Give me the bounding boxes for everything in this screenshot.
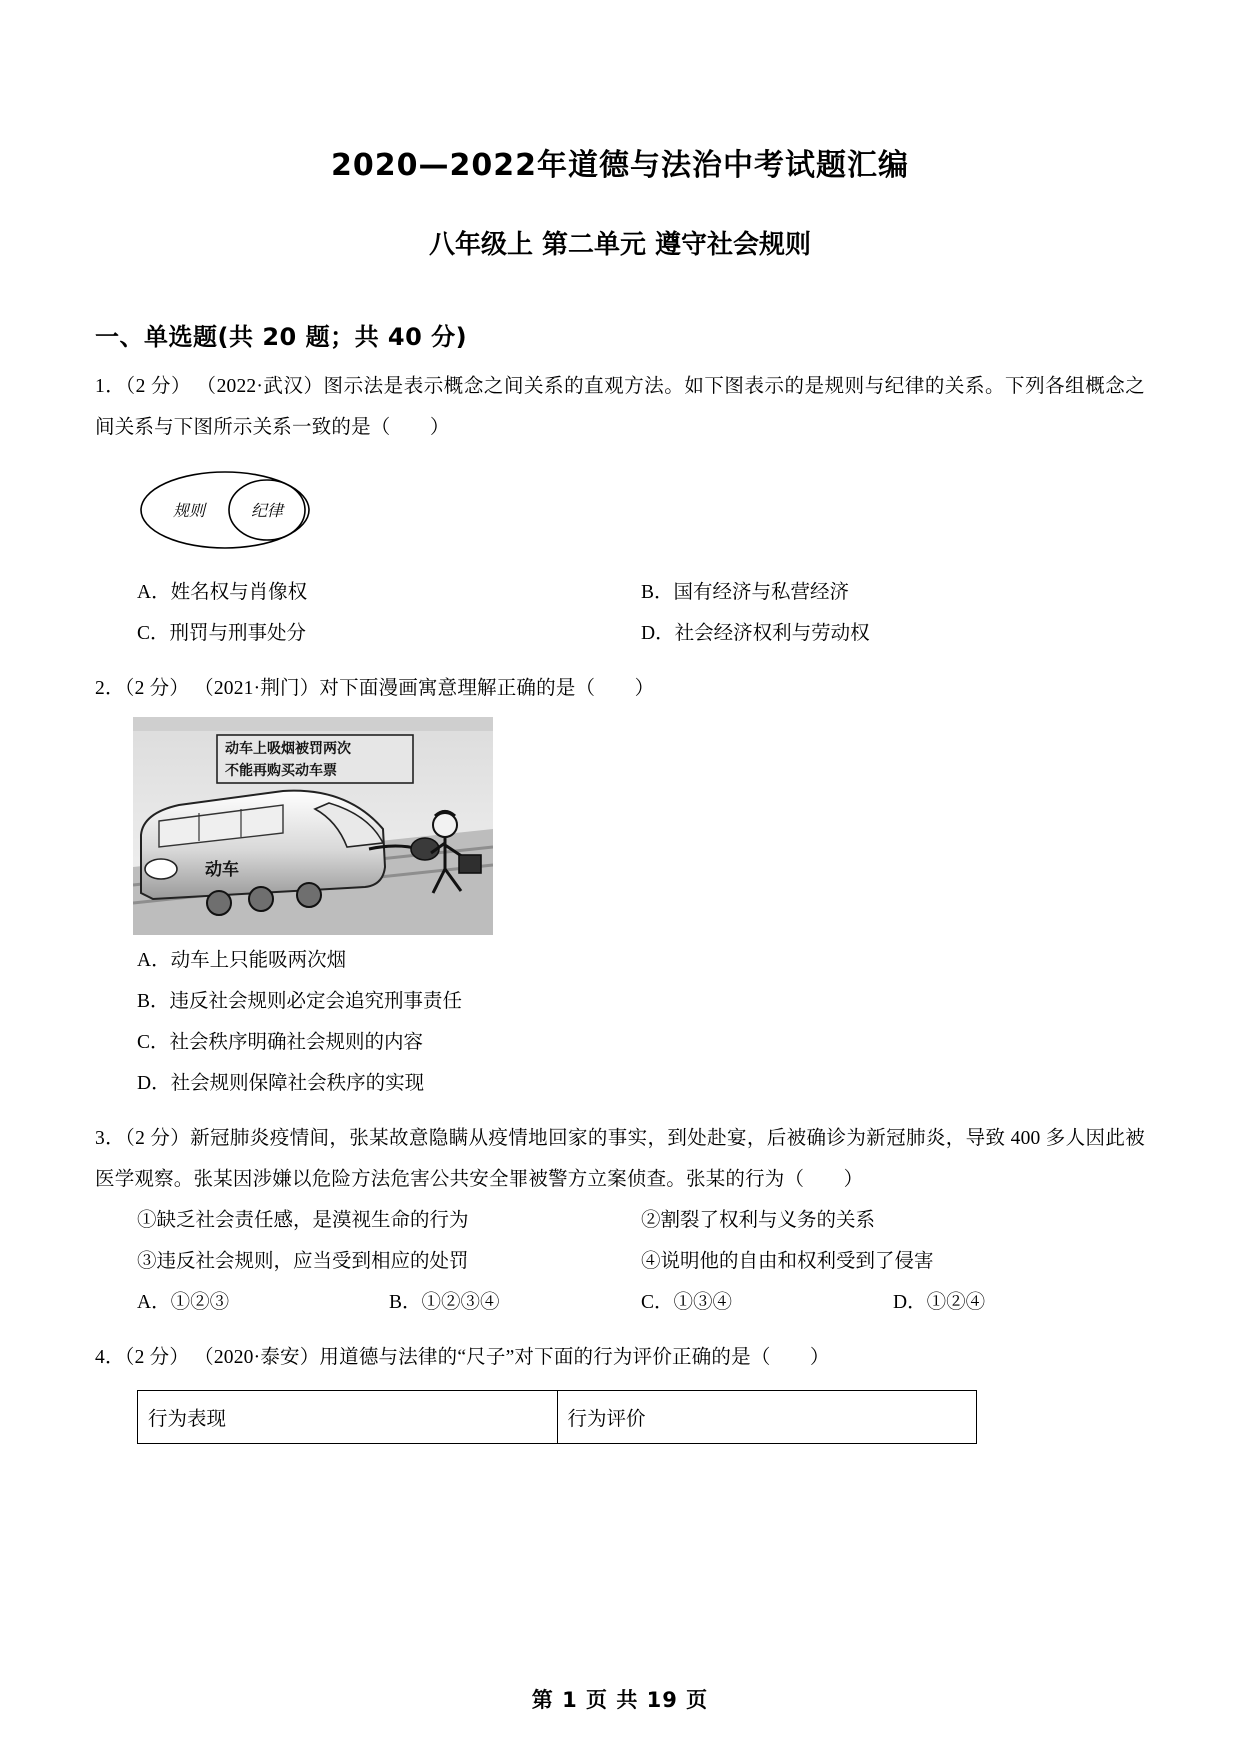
question-1-option-d[interactable]: D．社会经济权利与劳动权 [641, 623, 870, 645]
question-3-number: 3． [95, 1128, 126, 1150]
page-footer: 第 1 页 共 19 页 [531, 1688, 709, 1712]
question-3-option-b[interactable]: B．①②③④ [389, 1292, 500, 1314]
question-4-number: 4． [95, 1347, 125, 1369]
train-smoking-cartoon-icon [133, 717, 493, 935]
question-1 [95, 352, 1145, 448]
page-subtitle: 八年级上 第二单元 遵守社会规则 [428, 230, 812, 260]
venn-diagram-icon [137, 464, 347, 556]
train-label: 动车 [205, 860, 239, 881]
question-1-source: （2022·武汉） [196, 376, 324, 398]
section-heading: 一、单选题(共 20 题；共 40 分) [95, 323, 468, 352]
option-row [137, 1282, 1145, 1323]
question-4-text: 用道德与法律的“尺子”对下面的行为评价正确的是（ ） [319, 1347, 830, 1369]
question-1-number: 1． [95, 376, 126, 398]
question-3-statement-1: ①缺乏社会责任感，是漠视生命的行为 [137, 1210, 469, 1232]
question-4-score: （2 分） [124, 1347, 190, 1369]
question-2-number: 2． [95, 678, 125, 700]
question-2-options [95, 940, 1145, 1104]
question-4-table [137, 1390, 977, 1444]
question-3-option-a[interactable]: A．①②③ [137, 1292, 230, 1314]
option-row [137, 572, 1145, 613]
question-2-source: （2021·荆门） [194, 678, 320, 700]
statement-row [137, 1200, 1145, 1241]
question-2-score: （2 分） [124, 678, 190, 700]
question-3 [95, 1104, 1145, 1200]
question-3-option-c[interactable]: C．①③④ [641, 1292, 733, 1314]
question-3-option-d[interactable]: D．①②④ [893, 1292, 986, 1314]
cartoon-caption-line-2: 不能再购买动车票 [225, 763, 337, 780]
venn-outer-label: 规则 [172, 503, 206, 521]
question-1-score: （2 分） [125, 376, 192, 398]
table-header-evaluation: 行为评价 [557, 1391, 977, 1444]
question-2 [95, 654, 1145, 709]
question-4 [95, 1323, 1145, 1378]
question-1-option-a[interactable]: A．姓名权与肖像权 [137, 582, 308, 604]
question-4-source: （2020·泰安） [194, 1347, 320, 1369]
question-2-option-b[interactable]: B．违反社会规则必定会追究刑事责任 [137, 991, 463, 1013]
question-3-text: 新冠肺炎疫情间，张某故意隐瞒从疫情地回家的事实，到处赴宴，后被确诊为新冠肺炎，导致 400 多人因此被医学观察。张某因涉嫌以危险方法危害公共安全罪被警方立案侦查。张某的行为（ ） [95, 1128, 1146, 1191]
question-1-option-c[interactable]: C．刑罚与刑事处分 [137, 623, 307, 645]
question-3-statements [95, 1200, 1145, 1323]
question-2-option-a[interactable]: A．动车上只能吸两次烟 [137, 950, 347, 972]
statement-row [137, 1241, 1145, 1282]
option-row [137, 613, 1145, 654]
question-2-option-d[interactable]: D．社会规则保障社会秩序的实现 [137, 1073, 425, 1095]
question-2-figure [95, 709, 1145, 940]
question-1-options [95, 572, 1145, 654]
cartoon-caption-line-1: 动车上吸烟被罚两次 [225, 741, 351, 758]
question-1-option-b[interactable]: B．国有经济与私营经济 [641, 582, 850, 604]
question-3-statement-2: ②割裂了权利与义务的关系 [641, 1210, 876, 1232]
table-header-behavior: 行为表现 [138, 1391, 558, 1444]
question-1-figure [95, 448, 1145, 572]
question-2-text: 对下面漫画寓意理解正确的是（ ） [319, 678, 655, 700]
question-3-score: （2 分） [125, 1128, 191, 1150]
question-1-text: 图示法是表示概念之间关系的直观方法。如下图表示的是规则与纪律的关系。下列各组概念之间关系与下图所示关系一致的是（ ） [95, 376, 1145, 439]
question-2-option-c[interactable]: C．社会秩序明确社会规则的内容 [137, 1032, 424, 1054]
venn-inner-label: 纪律 [250, 503, 284, 521]
page-title: 2020—2022年道德与法治中考试题汇编 [331, 148, 909, 183]
question-3-statement-3: ③违反社会规则，应当受到相应的处罚 [137, 1251, 469, 1273]
table-row [138, 1391, 977, 1444]
question-3-statement-4: ④说明他的自由和权利受到了侵害 [641, 1251, 934, 1273]
